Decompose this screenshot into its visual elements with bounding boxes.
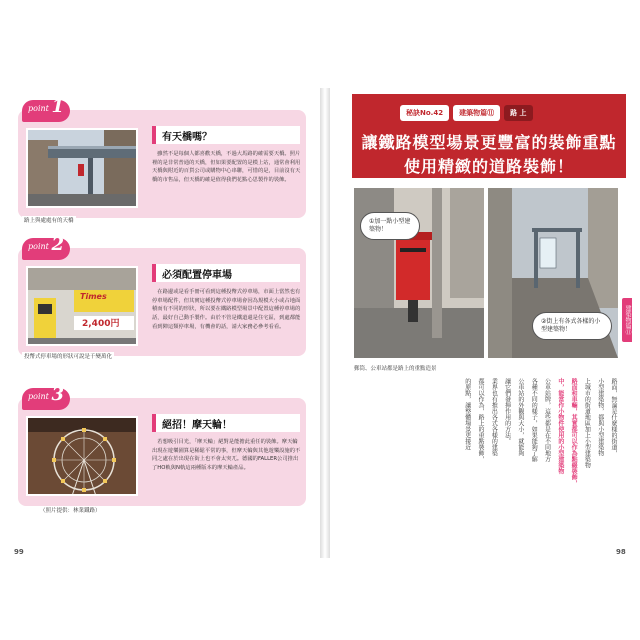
- point-badge-number: 1: [51, 96, 64, 117]
- text-column: 小型建築物，都與小型建築物: [596, 378, 604, 456]
- point-badge-number: 3: [51, 384, 64, 405]
- point-block-2: [18, 234, 306, 356]
- page-number-right: 98: [616, 548, 626, 556]
- text-column: 讓它們發揮作用的方法。: [503, 378, 511, 444]
- callout-bubble-1: ①加一點小型建築物！: [360, 212, 420, 240]
- vertical-text-body: [354, 378, 618, 554]
- section-body: 若想吸引目光，「摩天輪」絕對是能擔此重任的裝飾。摩天輪出現在遊樂園算是稀鬆平常的事，但摩天輪與其他遊樂設施的不同之處在於出現在街上也不會太突兀。德國的FALLER公司推出了HO軌與N軌這兩種版本的摩天輪產品。: [152, 439, 301, 472]
- headline-line-1: 讓鐵路模型場景更豐富的裝飾重點: [361, 133, 617, 152]
- point-block-1: [18, 96, 306, 218]
- section-body: 在路邊或是看手冊可看到這種投幣式停車場，市面上當然也有停車場配件，但其實這種投幣式停車場會因為規模大小或占地面積而有不同的形狀，所以要在鐵路模型場景中配置這種停車場的話，最好自己動手製作。由於不管是鐵道還是住宅區，到處都能看到陣這類停車場，有機會的話，請大家務必參考看看。: [152, 289, 301, 330]
- text-column: 公車站牌，這些都是在不同地方: [543, 378, 551, 462]
- point-badge-label: point: [28, 104, 49, 113]
- section-heading: 必須配置停車場: [152, 264, 300, 282]
- point-badge-3: [22, 384, 70, 410]
- point-block-3: [18, 384, 306, 506]
- photo-caption: 郵筒、公車站都是路上的重點造景: [354, 366, 437, 372]
- tag-category: 建築物篇⑪: [453, 105, 500, 121]
- text-column: 的原點，讓整體場景更接近: [463, 378, 471, 450]
- point-badge-2: [22, 234, 70, 260]
- text-column: 公車站的外觀與大小，就能夠: [516, 378, 524, 456]
- section-heading: 有天橋嗎？: [152, 126, 300, 144]
- text-column-highlight: 中，能當作小物件使用的小型建築物: [556, 378, 564, 474]
- point-badge-number: 2: [51, 234, 64, 255]
- parking-sign-text: Times: [80, 292, 107, 301]
- book-spine: [320, 88, 330, 558]
- page-number-left: 99: [14, 548, 24, 556]
- postbox-photo: [354, 188, 484, 358]
- photo-caption: 路上與處處有的天橋: [24, 218, 74, 224]
- title-band: [352, 94, 626, 178]
- point-badge-label: point: [28, 392, 49, 401]
- overpass-photo: [26, 128, 138, 208]
- callout-bubble-2: ②街上有各式各樣的小型建築物！: [532, 312, 612, 340]
- section-body: 雖然不是每個人都喜歡天橋，不過大馬路的確需要天橋。照片裡的是非常普通的天橋，但如果要配置的是模上站，通常會利用天橋與附近的百貨公司或購物中心串聯，可惜的是，目前沒有天橋的市售品，但天橋的確是值得我們花點心思製作的裝飾。: [152, 151, 301, 184]
- text-column: 業界也有推出各式各樣的建築: [490, 378, 498, 456]
- parking-price-text: 2,400円: [82, 319, 120, 329]
- tag-tip-number: 秘訣No.42: [400, 105, 449, 121]
- left-page: [14, 88, 316, 558]
- photo-caption: 投幣式停車場的形狀可說是千變萬化: [24, 354, 113, 360]
- parking-photo: [26, 266, 138, 346]
- point-badge-1: [22, 96, 70, 122]
- ferris-wheel-photo: [26, 416, 138, 496]
- tag-row: [400, 105, 533, 121]
- text-column: 上城市的街道地區加上小型建築物: [583, 378, 591, 468]
- section-heading: 絕招！摩天輪！: [152, 414, 300, 432]
- text-column: 都可以作為，路上的重點裝飾，: [477, 378, 485, 462]
- text-column-highlight: 路面和車輛，其實都可以作為點綴裝飾，: [570, 378, 578, 486]
- tag-topic: 路 上: [504, 105, 532, 121]
- headline-line-2: 使用精緻的道路裝飾！: [403, 157, 574, 176]
- bus-stop-photo: [488, 188, 618, 358]
- point-badge-label: point: [28, 242, 49, 251]
- text-column: 路面，無論是什麼樣的街道，: [610, 378, 617, 456]
- text-column: 各種不同的樣子，如果能夠了解: [530, 378, 538, 462]
- side-tab: 建築物篇⑪: [622, 298, 632, 342]
- photo-caption: （照片提供：林業鐵路）: [40, 508, 101, 514]
- right-page: [332, 88, 632, 558]
